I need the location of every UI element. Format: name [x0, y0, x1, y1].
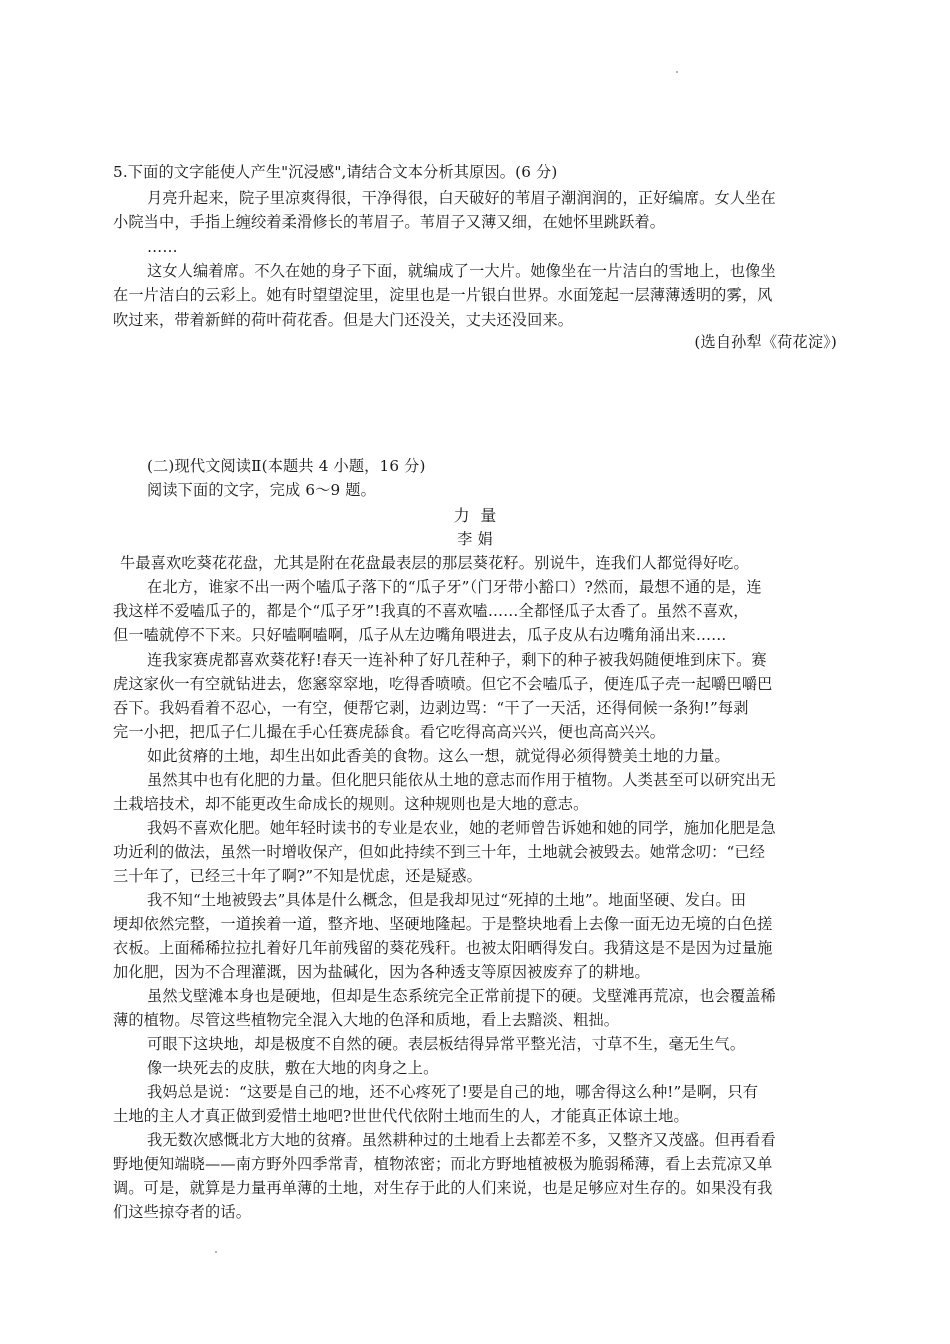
article-line: 们这些掠夺者的话。	[113, 1203, 252, 1221]
excerpt-source: (选自孙犁《荷花淀》)	[694, 333, 837, 351]
article-line: 土栽培技术，却不能更改生命成长的规则。这种规则也是大地的意志。	[113, 795, 589, 813]
article-line: 像一块死去的皮肤，敷在大地的肉身之上。	[147, 1059, 439, 1077]
article-line: 土地的主人才真正做到爱惜土地吧?世世代代依附土地而生的人，才能真正体谅土地。	[113, 1107, 689, 1125]
article-line: 虎这家伙一有空就钻进去，您窸窣窣地，吃得香喷喷。但它不会嗑瓜子，便连瓜子壳一起嚼巴嚼巴	[113, 675, 773, 693]
article-line: 野地便知端晓——南方野外四季常青，植物浓密；而北方野地植被极为脆弱稀薄，看上去荒凉又单	[113, 1155, 773, 1173]
article-line: 牛最喜欢吃葵花花盘，尤其是附在花盘最表层的那层葵花籽。别说牛，连我们人都觉得好吃。	[120, 554, 749, 572]
excerpt-ellipsis: ……	[147, 238, 178, 256]
article-line: 完一小把，把瓜子仁儿撮在手心任赛虎舔食。看它吃得高高兴兴，便也高高兴兴。	[113, 723, 666, 741]
article-line: 调。可是，就算是力量再单薄的土地，对生存于此的人们来说，也是足够应对生存的。如果没有我	[113, 1179, 773, 1197]
article-line: 在北方，谁家不出一两个嗑瓜子落下的“瓜子牙”（门牙带小豁口）?然而，最想不通的是，连	[147, 578, 762, 596]
article-line: 虽然其中也有化肥的力量。但化肥只能依从土地的意志而作用于植物。人类甚至可以研究出无	[147, 771, 776, 789]
section-instruction: 阅读下面的文字，完成 6～9 题。	[147, 481, 376, 499]
article-line: 我不知“土地被毁去”具体是什么概念，但是我却见过“死掉的土地”。地面坚硬、发白。田	[147, 891, 747, 909]
article-line: 虽然戈壁滩本身也是硬地，但却是生态系统完全正常前提下的硬。戈壁滩再荒凉，也会覆盖稀	[147, 987, 776, 1005]
article-line: 吞下。我妈看着不忍心，一有空，便帮它剥，边剥边骂：“干了一天活，还得伺候一条狗!”每剥	[113, 699, 749, 717]
article-line: 埂却依然完整，一道挨着一道，整齐地、坚硬地隆起。于是整块地看上去像一面无边无境的白色搓	[113, 915, 773, 933]
excerpt-line: 吹过来，带着新鲜的荷叶荷花香。但是大门还没关，丈夫还没回来。	[113, 311, 574, 329]
article-line: 我这样不爱嗑瓜子的，都是个“瓜子牙”!我真的不喜欢嗑……全都怪瓜子太香了。虽然不喜欢，	[113, 602, 749, 620]
excerpt-line: 这女人编着席。不久在她的身子下面，就编成了一大片。她像坐在一片洁白的雪地上，也像坐	[147, 262, 776, 280]
article-line: 连我家赛虎都喜欢葵花籽!春天一连补种了好几茬种子，剩下的种子被我妈随便堆到床下。赛	[147, 651, 767, 669]
article-line: 功近利的做法，虽然一时增收保产，但如此持续不到三十年，土地就会被毁去。她常念叨：“已经	[113, 843, 766, 861]
excerpt-line: 月亮升起来，院子里凉爽得很，干净得很，白天破好的苇眉子潮润润的，正好编席。女人坐在	[147, 189, 776, 207]
article-line: 如此贫瘠的土地，却生出如此香美的食物。这么一想，就觉得必须得赞美土地的力量。	[147, 747, 730, 765]
scan-dot-top	[676, 71, 678, 73]
article-line: 加化肥，因为不合理灌溉，因为盐碱化，因为各种透支等原因被废弃了的耕地。	[113, 963, 650, 981]
article-line: 我无数次感慨北方大地的贫瘠。虽然耕种过的土地看上去都差不多，又整齐又茂盛。但再看看	[147, 1131, 776, 1149]
article-line: 可眼下这块地，却是极度不自然的硬。表层板结得异常平整光洁，寸草不生，毫无生气。	[147, 1035, 746, 1053]
article-line: 薄的植物。尽管这些植物完全混入大地的色泽和质地，看上去黯淡、粗拙。	[113, 1011, 620, 1029]
article-line: 衣板。上面稀稀拉拉扎着好几年前残留的葵花残秆。也被太阳晒得发白。我猜这是不是因为过量施	[113, 939, 773, 957]
article-line: 我妈总是说：“这要是自己的地，还不心疼死了!要是自己的地，哪舍得这么种!”是啊，只有	[147, 1083, 759, 1101]
article-line: 我妈不喜欢化肥。她年轻时读书的专业是农业，她的老师曾告诉她和她的同学，施加化肥是急	[147, 819, 776, 837]
excerpt-line: 小院当中，手指上缠绞着柔滑修长的苇眉子。苇眉子又薄又细，在她怀里跳跃着。	[113, 213, 666, 231]
article-line: 三十年了，已经三十年了啊?”不知是忧虑，还是疑惑。	[113, 867, 482, 885]
excerpt-line: 在一片洁白的云彩上。她有时望望淀里，淀里也是一片银白世界。水面笼起一层薄薄透明的雾，风	[113, 286, 773, 304]
article-line: 但一嗑就停不下来。只好嗑啊嗑啊，瓜子从左边嘴角喂进去，瓜子皮从右边嘴角涌出来……	[113, 626, 727, 644]
scan-dot-bottom	[215, 1251, 217, 1253]
question-5-title: 5.下面的文字能使人产生"沉浸感",请结合文本分析其原因。(6 分)	[113, 163, 558, 181]
article-title: 力 量	[453, 506, 497, 525]
section-heading: (二)现代文阅读Ⅱ(本题共 4 小题，16 分)	[147, 457, 426, 475]
article-author: 李 娟	[457, 530, 493, 548]
